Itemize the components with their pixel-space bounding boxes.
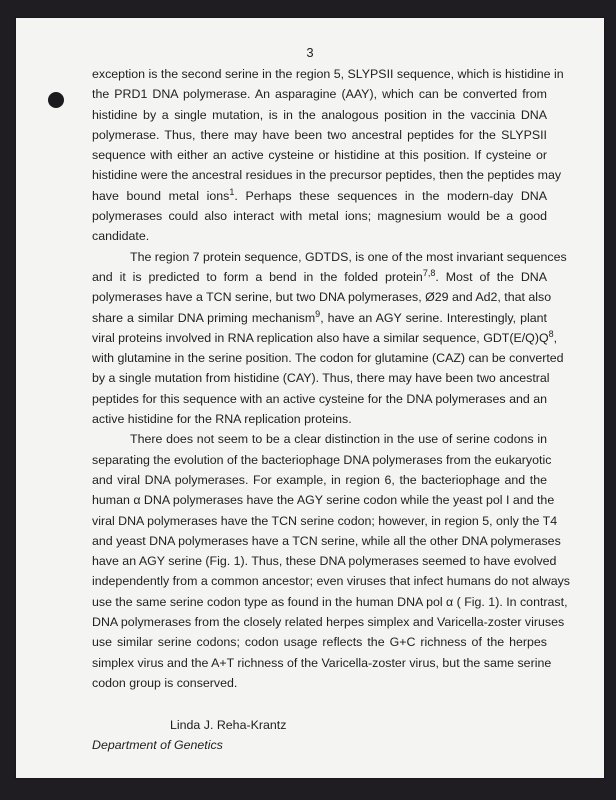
- text-line: polymerases could also interact with metal ions; magnesium would be a good: [92, 209, 547, 224]
- citation-superscript: 9: [315, 308, 321, 319]
- paragraph: [92, 247, 567, 430]
- text-line: polymerases have a TCN serine, but two DNA polymerases, Ø29 and Ad2, that also: [92, 290, 552, 305]
- text-line: histidine were the ancestral residues in the precursor peptides, then the peptides may: [92, 168, 562, 183]
- text-line: codon group is conserved.: [92, 675, 238, 690]
- author-name: Linda J. Reha-Krantz: [170, 718, 287, 732]
- text-segment: . Most of the DNA: [435, 269, 547, 284]
- body-text: [92, 64, 570, 693]
- text-line: the PRD1 DNA polymerase. An asparagine (AAY), which can be converted from: [92, 87, 547, 102]
- text-line: peptides for this sequence with an active cysteine for the DNA polymerases and an: [92, 391, 547, 406]
- text-line: by a single mutation from histidine (CAY). Thus, there may have been two ancestral: [92, 371, 550, 386]
- text-line: use similar serine codons; codon usage reflects the G+C richness of the herpes: [92, 635, 547, 650]
- text-line: viral DNA polymerases have the TCN serine codon; however, in region 5, only the T4: [92, 513, 558, 528]
- department-name: Department of Genetics: [92, 738, 223, 752]
- text-line: active histidine for the RNA replication proteins.: [92, 412, 352, 427]
- text-line: candidate.: [92, 229, 150, 244]
- text-line: There does not seem to be a clear distinction in the use of serine codons in: [130, 432, 547, 447]
- citation-superscript: 7,8: [422, 267, 436, 278]
- text-line: histidine by a single mutation, is in the analogous position in the vaccinia DNA: [92, 107, 547, 122]
- text-line: polymerase. Thus, there may have been two ancestral peptides for the SLYPSII: [92, 127, 547, 142]
- citation-superscript: 1: [229, 186, 235, 197]
- page-number: 3: [306, 45, 314, 60]
- text-line: use the same serine codon type as found in the human DNA pol α ( Fig. 1). In contrast,: [92, 594, 568, 609]
- text-line: [92, 267, 547, 287]
- text-segment: have bound metal ions: [92, 188, 230, 203]
- text-line: separating the evolution of the bacteriophage DNA polymerases from the eukaryotic: [92, 452, 552, 467]
- text-segment: ,: [553, 330, 558, 345]
- text-line: DNA polymerases from the closely related herpes simplex and Varicella-zoster viruses: [92, 615, 565, 630]
- text-line: with glutamine in the serine position. The codon for glutamine (CAZ) can be converted: [92, 351, 564, 366]
- document-page: [16, 18, 604, 778]
- text-segment: . Perhaps these sequences in the modern-day DNA: [234, 188, 547, 203]
- text-segment: viral proteins involved in RNA replication also have a similar sequence, GDT(E/Q)Q: [92, 330, 549, 345]
- punch-hole: [48, 92, 64, 108]
- text-line: exception is the second serine in the region 5, SLYPSII sequence, which is histidine in: [92, 67, 564, 81]
- text-line: The region 7 protein sequence, GDTDS, is one of the most invariant sequences: [130, 249, 567, 264]
- text-line: [92, 308, 547, 328]
- citation-superscript: 8: [548, 328, 554, 339]
- text-line: independently from a common ancestor; even viruses that infect humans do not always: [92, 574, 570, 589]
- paragraph: [92, 429, 570, 693]
- text-segment: and it is predicted to form a bend in the folded protein: [92, 269, 423, 284]
- text-line: simplex virus and the A+T richness of the Varicella-zoster virus, but the same serine: [92, 655, 552, 670]
- text-line: human α DNA polymerases have the AGY serine codon while the yeast pol I and the: [92, 493, 555, 508]
- text-line: and viral DNA polymerases. For example, in region 6, the bacteriophage and the: [92, 472, 547, 487]
- text-segment: share a similar DNA priming mechanism: [92, 310, 316, 325]
- paragraph: [92, 64, 564, 247]
- text-line: [92, 328, 558, 348]
- text-segment: , have an AGY serine. Interestingly, plant: [320, 310, 547, 325]
- text-line: and yeast DNA polymerases have a TCN serine, while all the other DNA polymerases: [92, 533, 561, 548]
- text-line: have an AGY serine (Fig. 1). Thus, these DNA polymerases seemed to have evolved: [92, 554, 557, 569]
- text-line: sequence with either an active cysteine or histidine at this position. If cysteine or: [92, 148, 547, 163]
- text-line: [92, 186, 547, 206]
